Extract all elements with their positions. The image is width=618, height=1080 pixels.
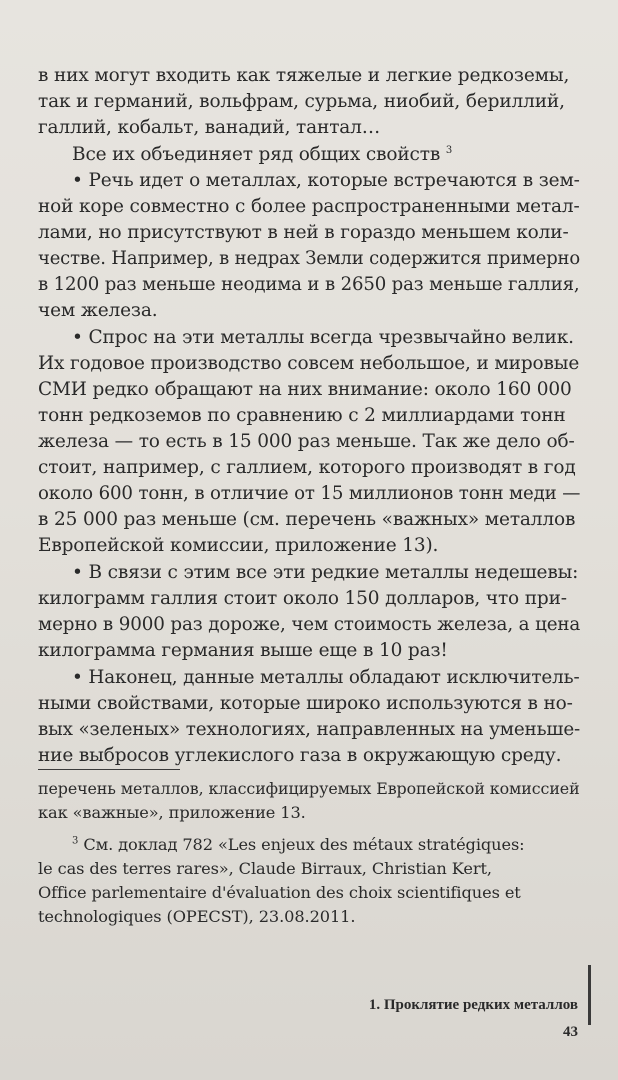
- footnote-line: technologiques (OPECST), 23.08.2011.: [38, 907, 356, 926]
- footnote-line: перечень металлов, классифицируемых Европейской комиссией: [38, 779, 580, 798]
- body-line: около 600 тонн, в отличие от 15 миллионов тонн меди —: [38, 483, 581, 504]
- footnote-line: Office parlementaire d'évaluation des choix scientifiques et: [38, 883, 521, 902]
- body-line: Их годовое производство совсем небольшое, и мировые: [38, 353, 580, 374]
- body-line: стоит, например, с галлием, которого производят в год: [38, 457, 576, 478]
- footnote-text: См. доклад 782 «Les enjeux des métaux stratégiques:: [83, 835, 525, 854]
- footnote-line: le cas des terres rares», Claude Birraux, Christian Kert,: [38, 859, 492, 878]
- body-line: • Речь идет о металлах, которые встречаются в зем-: [72, 170, 580, 191]
- body-line: килограмма германия выше еще в 10 раз!: [38, 640, 448, 661]
- body-line: честве. Например, в недрах Земли содержится примерно: [38, 248, 581, 269]
- body-line: в 25 000 раз меньше (см. перечень «важных» металлов: [38, 509, 576, 530]
- body-line: мерно в 9000 раз дороже, чем стоимость железа, а цена: [38, 614, 581, 635]
- body-line: ной коре совместно с более распространенными метал-: [38, 196, 580, 217]
- body-line: железа — то есть в 15 000 раз меньше. Так же дело об-: [38, 431, 575, 452]
- footnote-divider: [38, 769, 180, 770]
- body-line: так и германий, вольфрам, сурьма, ниобий, бериллий,: [38, 91, 565, 112]
- running-title: 1. Проклятие редких металлов: [368, 997, 578, 1013]
- body-line-with-footnote: [72, 143, 452, 167]
- body-line: тонн редкоземов по сравнению с 2 миллиардами тонн: [38, 405, 566, 426]
- footnote-ref: 3: [445, 144, 453, 156]
- footnote-number: 3: [72, 835, 79, 847]
- footnote-3-first-line: [72, 834, 525, 856]
- body-line: СМИ редко обращают на них внимание: около 160 000: [38, 379, 572, 400]
- body-line: Европейской комиссии, приложение 13).: [38, 535, 439, 556]
- body-line: галлий, кобальт, ванадий, тантал…: [38, 117, 381, 138]
- body-line: чем железа.: [38, 300, 158, 321]
- chapter-edge-marker: [588, 965, 591, 1025]
- body-line: • В связи с этим все эти редкие металлы недешевы:: [72, 562, 579, 583]
- body-line-text: Все их объединяет ряд общих свойств: [72, 144, 441, 165]
- footnote-line: как «важные», приложение 13.: [38, 803, 306, 822]
- body-line: в них могут входить как тяжелые и легкие редкоземы,: [38, 65, 570, 86]
- page-number: 43: [563, 1024, 578, 1040]
- body-line: ние выбросов углекислого газа в окружающую среду.: [38, 745, 562, 766]
- body-line: вых «зеленых» технологиях, направленных на уменьше-: [38, 719, 581, 740]
- body-line: лами, но присутствуют в ней в гораздо меньшем коли-: [38, 222, 569, 243]
- body-line: килограмм галлия стоит около 150 долларов, что при-: [38, 588, 567, 609]
- body-line: • Спрос на эти металлы всегда чрезвычайно велик.: [72, 327, 574, 348]
- body-line: в 1200 раз меньше неодима и в 2650 раз меньше галлия,: [38, 274, 580, 295]
- body-line: • Наконец, данные металлы обладают исключитель-: [72, 667, 580, 688]
- body-line: ными свойствами, которые широко используются в но-: [38, 693, 573, 714]
